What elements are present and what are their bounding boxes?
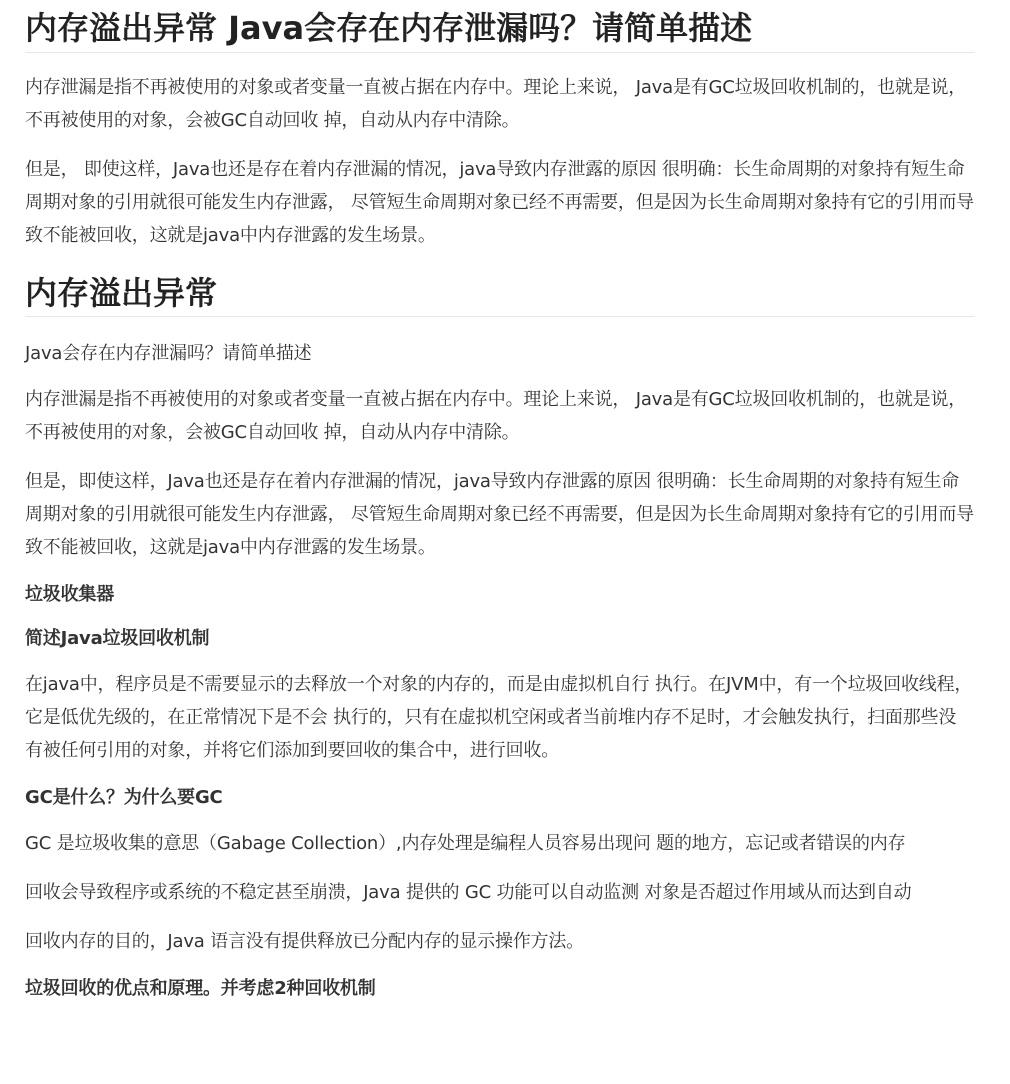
paragraph-gc-purpose: 回收内存的目的，Java 语言没有提供释放已分配内存的显示操作方法。 [25,931,584,952]
subheading-java-gc-mechanism: 简述Java垃圾回收机制 [25,628,210,649]
subheading-gc-advantages: 垃圾回收的优点和原理。并考虑2种回收机制 [25,978,376,999]
paragraph-memory-leak-cause-repeat: 但是，即使这样，Java也还是存在着内存泄漏的情况，java导致内存泄露的原因 很明确：长生命周期的对象持有短生命周期对象的引用就很可能发生内存泄露， 尽管短生命周期对象已经不再需要，但是因为长生命周期对象持有它的引用而导 致不能被回收，这就是java中内存泄露的发生场景。 [25,471,974,558]
subheading-what-is-gc: GC是什么？为什么要GC [25,787,223,808]
page-title: 内存溢出异常 Java会存在内存泄漏吗？请简单描述 [25,0,975,53]
subheading-garbage-collector: 垃圾收集器 [25,584,114,605]
paragraph-gc-recycle: 回收会导致程序或系统的不稳定甚至崩溃，Java 提供的 GC 功能可以自动监测 对象是否超过作用域从而达到自动 [25,882,912,903]
section-heading-memory-overflow: 内存溢出异常 [25,270,975,317]
paragraph-gc-meaning: GC 是垃圾收集的意思（Gabage Collection）,内存处理是编程人员容易出现问 题的地方，忘记或者错误的内存 [25,833,906,854]
paragraph-memory-leak-definition-repeat: 内存泄漏是指不再被使用的对象或者变量一直被占据在内存中。理论上来说， Java是有GC垃圾回收机制的，也就是说，不再被使用的对象，会被GC自动回收 掉，自动从内存中清除。 [25,389,967,443]
paragraph-memory-leak-cause: 但是， 即使这样，Java也还是存在着内存泄漏的情况，java导致内存泄露的原因 很明确：长生命周期的对象持有短生命周期对象的引用就很可能发生内存泄露， 尽管短生命周期对象已经不再需要，但是因为长生命周期对象持有它的引用而导 致不能被回收，这就是java中内存泄露的发生场景。 [25,159,974,246]
paragraph-gc-mechanism: 在java中，程序员是不需要显示的去释放一个对象的内存的，而是由虚拟机自行 执行。在JVM中，有一个垃圾回收线程，它是低优先级的，在正常情况下是不会 执行的，只有在虚拟机空闲或者当前堆内存不足时，才会触发执行，扫面那些没 有被任何引用的对象，并将它们添加到要回收的集合中，进行回收。 [25,674,973,761]
subheading-java-leak-question: Java会存在内存泄漏吗？请简单描述 [25,343,312,364]
paragraph-memory-leak-definition: 内存泄漏是指不再被使用的对象或者变量一直被占据在内存中。理论上来说， Java是有GC垃圾回收机制的，也就是说，不再被使用的对象，会被GC自动回收 掉，自动从内存中清除。 [25,77,967,131]
